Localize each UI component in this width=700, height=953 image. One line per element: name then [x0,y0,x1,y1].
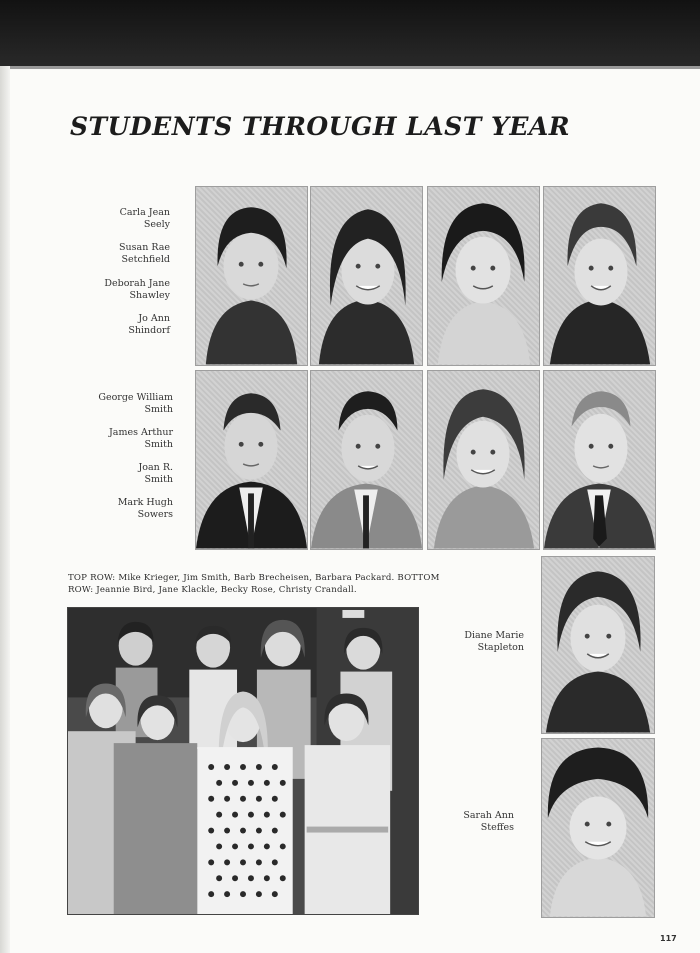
first-name: James Arthur [109,427,173,438]
name-entry [128,313,170,337]
first-name: Deborah Jane [104,278,170,289]
last-name: Seely [143,219,170,230]
last-name: Smith [144,474,173,485]
name-entry [98,392,173,416]
first-name: George William [98,392,173,403]
group-photo-caption [68,572,440,596]
scan-background [0,0,700,70]
caption-line: TOP ROW: Mike Krieger, Jim Smith, Barb Brecheisen, Barbara Packard. BOTTOM [68,573,440,583]
first-name: Joan R. [138,462,173,473]
last-name: Shindorf [128,325,170,336]
side-name-diane [430,630,524,660]
last-name: Shawley [129,290,170,301]
page-title: STUDENTS THROUGH LAST YEAR [70,112,571,141]
row2-name-list [60,392,173,532]
group-photo [67,607,419,915]
first-name: Jo Ann [138,313,170,324]
first-name: Mark Hugh [117,497,173,508]
name-entry [118,497,173,521]
side-name-sarah [430,810,514,840]
portrait-photo [427,186,540,366]
caption-line: ROW: Jeannie Bird, Jane Klackle, Becky Rose, Christy Crandall. [68,585,357,595]
row1-name-list [60,207,170,347]
portrait-photo [310,186,423,366]
last-name: Steffes [480,822,514,833]
last-name: Sowers [137,509,173,520]
page-binding-edge [0,66,10,953]
first-name: Susan Rae [119,242,170,253]
name-entry [119,242,170,266]
name-entry [120,207,170,231]
first-name: Sarah Ann [463,810,514,821]
name-entry [464,630,524,654]
portrait-photo [310,370,423,550]
portrait-photo [195,186,308,366]
page-number: 117 [660,934,677,943]
portrait-photo [541,556,655,734]
last-name: Setchfield [121,254,170,265]
first-name: Diane Marie [464,630,524,641]
last-name: Smith [144,439,173,450]
name-entry [138,462,173,486]
name-entry [109,427,173,451]
portrait-photo [427,370,540,550]
portrait-photo [543,370,656,550]
portrait-photo [543,186,656,366]
name-entry [104,278,170,302]
portrait-photo [195,370,308,550]
portrait-photo [541,738,655,918]
name-entry [463,810,514,834]
first-name: Carla Jean [119,207,170,218]
last-name: Stapleton [477,642,524,653]
last-name: Smith [144,404,173,415]
